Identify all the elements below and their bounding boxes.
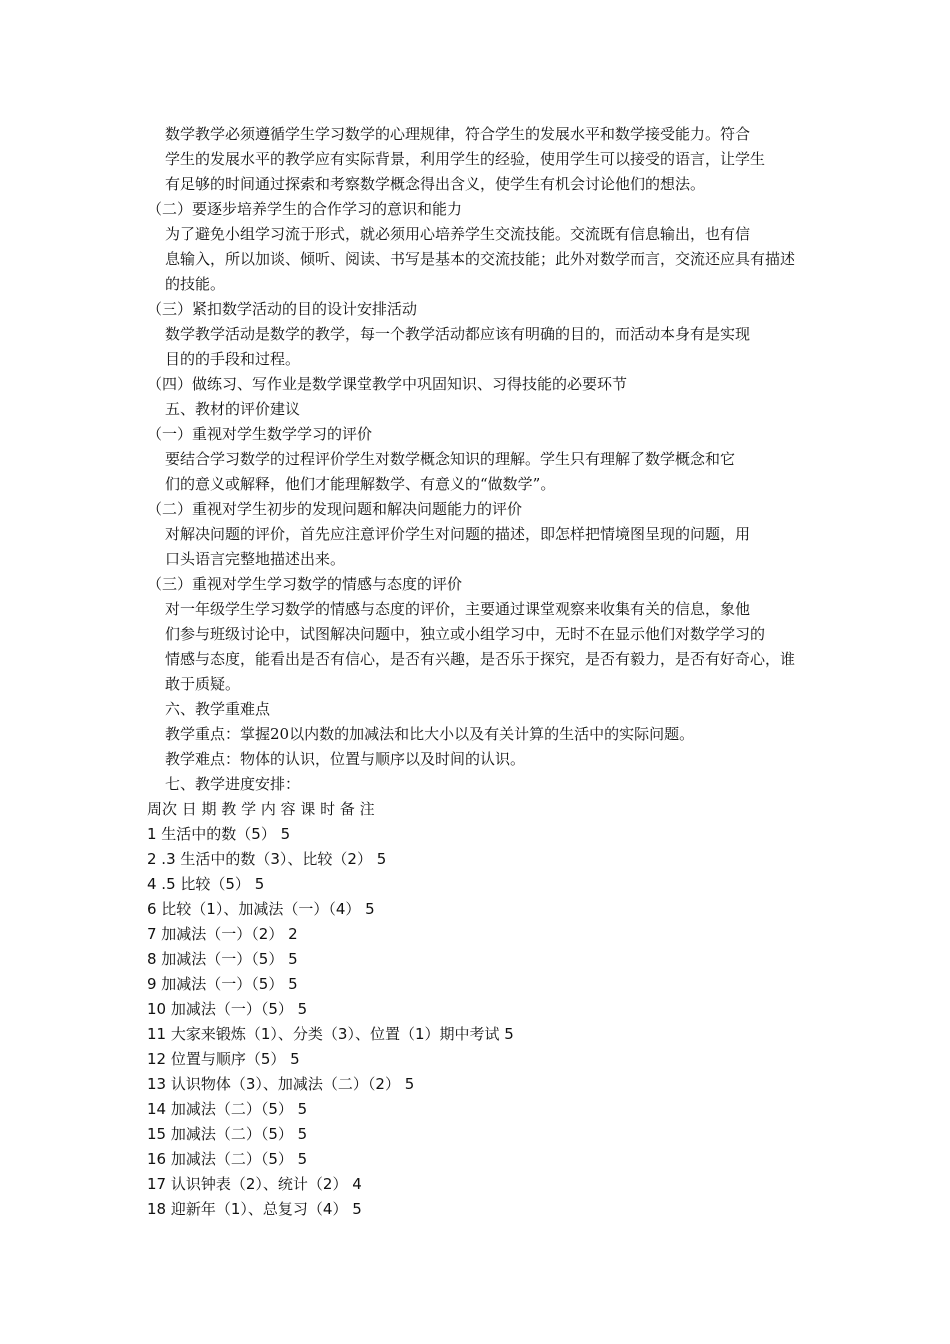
text-line: 们参与班级讨论中，试图解决问题中，独立或小组学习中，无时不在显示他们对数学学习的 — [165, 625, 766, 643]
schedule-row: 12 位置与顺序（5） 5 — [147, 1050, 300, 1068]
text-line: 口头语言完整地描述出来。 — [165, 550, 346, 568]
heading-evaluate-learning: （一）重视对学生数学学习的评价 — [147, 425, 373, 443]
section-title-schedule: 七、教学进度安排： — [165, 775, 301, 793]
text-line: 息输入，所以加谈、倾听、阅读、书写是基本的交流技能；此外对数学而言，交流还应具有描述 — [165, 250, 796, 268]
heading-exercises: （四）做练习、写作业是数学课堂教学中巩固知识、习得技能的必要环节 — [147, 375, 628, 393]
document-page — [147, 122, 817, 1222]
schedule-row: 11 大家来锻炼（1）、分类（3）、位置（1）期中考试 5 — [147, 1025, 514, 1043]
section-title-evaluation: 五、教材的评价建议 — [165, 400, 301, 418]
paragraph-evaluate-problem-solving — [147, 522, 817, 572]
paragraph-evaluate-attitude — [147, 597, 817, 697]
schedule-row: 13 认识物体（3）、加减法（二）（2） 5 — [147, 1075, 415, 1093]
section-title-key-difficult-points: 六、教学重难点 — [165, 700, 271, 718]
schedule-row: 6 比较（1）、加减法（一）（4） 5 — [147, 900, 375, 918]
schedule-row: 7 加减法（一）（2） 2 — [147, 925, 298, 943]
text-line: 数学教学活动是数学的教学，每一个教学活动都应该有明确的目的，而活动本身有是实现 — [165, 325, 751, 343]
schedule-row: 1 生活中的数（5） 5 — [147, 825, 291, 843]
schedule-row: 4 .5 比较（5） 5 — [147, 875, 265, 893]
text-line: 有足够的时间通过探索和考察数学概念得出含义，使学生有机会讨论他们的想法。 — [165, 175, 706, 193]
paragraph-cooperative-learning — [147, 222, 817, 297]
heading-activity-purpose: （三）紧扣数学活动的目的设计安排活动 — [147, 300, 418, 318]
heading-cooperative-learning: （二）要逐步培养学生的合作学习的意识和能力 — [147, 200, 463, 218]
text-line: 的技能。 — [165, 275, 226, 293]
text-line: 情感与态度，能看出是否有信心，是否有兴趣，是否乐于探究，是否有毅力，是否有好奇心，谁 — [165, 650, 796, 668]
text-line: 学生的发展水平的教学应有实际背景，利用学生的经验，使用学生可以接受的语言，让学生 — [165, 150, 766, 168]
text-line: 目的的手段和过程。 — [165, 350, 301, 368]
schedule-row: 14 加减法（二）（5） 5 — [147, 1100, 308, 1118]
text-line: 要结合学习数学的过程评价学生对数学概念知识的理解。学生只有理解了数学概念和它 — [165, 450, 736, 468]
schedule-row: 18 迎新年（1）、总复习（4） 5 — [147, 1200, 362, 1218]
schedule-row: 8 加减法（一）（5） 5 — [147, 950, 298, 968]
schedule-row: 9 加减法（一）（5） 5 — [147, 975, 298, 993]
text-line: 敢于质疑。 — [165, 675, 241, 693]
schedule-row: 2 .3 生活中的数（3）、比较（2） 5 — [147, 850, 387, 868]
schedule-list — [147, 822, 817, 1222]
text-line: 们的意义或解释，他们才能理解数学、有意义的“做数学”。 — [165, 475, 556, 493]
heading-evaluate-problem-solving: （二）重视对学生初步的发现问题和解决问题能力的评价 — [147, 500, 523, 518]
schedule-row: 10 加减法（一）（5） 5 — [147, 1000, 308, 1018]
schedule-row: 17 认识钟表（2）、统计（2） 4 — [147, 1175, 362, 1193]
paragraph-activity-purpose — [147, 322, 817, 372]
schedule-row: 16 加减法（二）（5） 5 — [147, 1150, 308, 1168]
text-line: 为了避免小组学习流于形式，就必须用心培养学生交流技能。交流既有信息输出，也有信 — [165, 225, 751, 243]
text-line: 对一年级学生学习数学的情感与态度的评价，主要通过课堂观察来收集有关的信息，象他 — [165, 600, 751, 618]
text-line: 对解决问题的评价，首先应注意评价学生对问题的描述，即怎样把情境图呈现的问题，用 — [165, 525, 751, 543]
paragraph-evaluate-learning — [147, 447, 817, 497]
heading-evaluate-attitude: （三）重视对学生学习数学的情感与态度的评价 — [147, 575, 463, 593]
key-point: 教学重点：掌握20以内数的加减法和比大小以及有关计算的生活中的实际问题。 — [165, 725, 695, 743]
text-line: 数学教学必须遵循学生学习数学的心理规律，符合学生的发展水平和数学接受能力。符合 — [165, 125, 751, 143]
schedule-header: 周次 日 期 教 学 内 容 课 时 备 注 — [147, 800, 375, 818]
paragraph-learning-rules — [147, 122, 817, 197]
difficult-point: 教学难点：物体的认识，位置与顺序以及时间的认识。 — [165, 750, 526, 768]
schedule-row: 15 加减法（二）（5） 5 — [147, 1125, 308, 1143]
